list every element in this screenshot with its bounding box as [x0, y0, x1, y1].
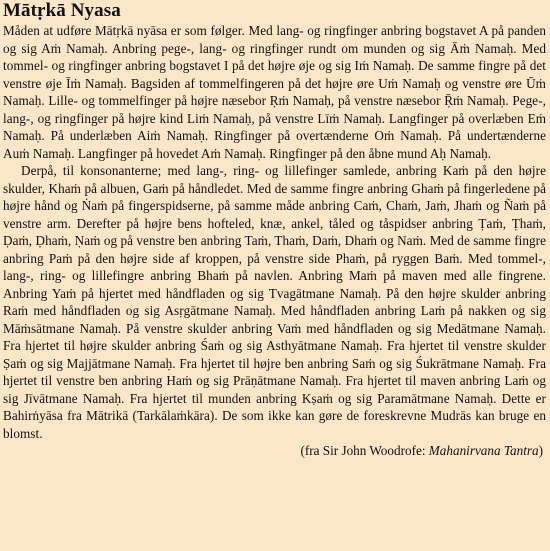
- credit-work-title: Mahanirvana Tantra: [428, 443, 539, 458]
- credit-prefix: (fra Sir John Woodrofe:: [300, 443, 429, 458]
- paragraph-vowels: Måden at udføre Mātṛkā nyāsa er som følger. Med lang- og ringfinger anbring bogstavet A på panden og sig Aṁ Namaḥ. Anbring pege-, lang- og ringfinger rundt om munden og sig Āṁ Namaḥ. Med tommel- og ringfinger anbring bogstavet I på det højre øje og sig Iṁ Namaḥ. De samme fingre på det venstre øje Īṁ Namaḥ. Bagsiden af tommelfingeren på det højre øre Uṁ Namaḥ og venstre øre Ūṁ Namaḥ. Lille- og tommelfinger på højre næsebor Ṛṁ Namaḥ, på venstre næsebor Ṝṁ Namaḥ. Pege-, lang-, og ringfinger på højre kind Liṁ Namaḥ, på venstre Līṁ Namaḥ. Langfinger på overlæben Eṁ Namaḥ. På underlæben Aiṁ Namaḥ. Ringfinger på overtænderne Oṁ Namaḥ. På undertænderne Auṁ Namaḥ. Langfinger på hovedet Aṁ Namaḥ. Ringfinger på den åbne mund Aḥ Namaḥ.: [3, 23, 546, 161]
- paragraph-consonants: Derpå, til konsonanterne; med lang-, ring- og lillefinger samlede, anbring Kaṁ på den højre skulder, Khaṁ på albuen, Gaṁ på håndledet. Med de samme fingre anbring Ghaṁ på fingerledene på højre hånd og Ṅaṁ på fingerspidserne, på samme måde anbring Caṁ, Chaṁ, Jaṁ, Jhaṁ og Ñaṁ på venstre arm. Derefter på højre bens hofteled, knæ, ankel, tåled og tåspidser anbring Ṭaṁ, Ṭhaṁ, Ḍaṁ, Ḍhaṁ, Ṇaṁ og på venstre ben anbring Taṁ, Thaṁ, Daṁ, Dhaṁ og Naṁ. Med de samme fingre anbring Paṁ på den højre side af kroppen, på venstre side Phaṁ, på ryggen Baṁ. Med tommel-, lang-, ring- og lillefingre anbring Bhaṁ på navlen. Anbring Maṁ på maven med alle fingrene. Anbring Yaṁ på hjertet med håndfladen og sig Tvagātmane Namaḥ. På den højre skulder anbring Raṁ med håndfladen og sig Asṛgātmane Namaḥ. Med håndfladen anbring Laṁ på nakken og sig Māṁsātmane Namaḥ. På venstre skulder anbring Vaṁ med håndfladen og sig Medātmane Namaḥ. Fra hjertet til højre skulder anbring Śaṁ og sig Asthyātmane Namaḥ. Fra hjertet til venstre skulder Ṣaṁ og sig Majjātmane Namaḥ. Fra hjertet til højre ben anbring Saṁ og sig Śukrātmane Namaḥ. Fra hjertet til venstre ben anbring Haṁ og sig Prāṇātmane Namaḥ. Fra hjertet til maven anbring Laṁ og sig Jīvātmane Namaḥ. Fra hjertet til munden anbring Kṣaṁ og sig Paramātmane Namaḥ. Dette er Bahirṅyāsa fra Mātrikā (Tarkālaṁkāra). De som ikke kan gøre de foreskrevne Mudrās kan bruge en blomst.: [3, 163, 546, 441]
- source-credit: [3, 442, 546, 460]
- credit-suffix: ): [538, 443, 543, 458]
- page-title: Mātṛkā Nyasa: [3, 0, 121, 21]
